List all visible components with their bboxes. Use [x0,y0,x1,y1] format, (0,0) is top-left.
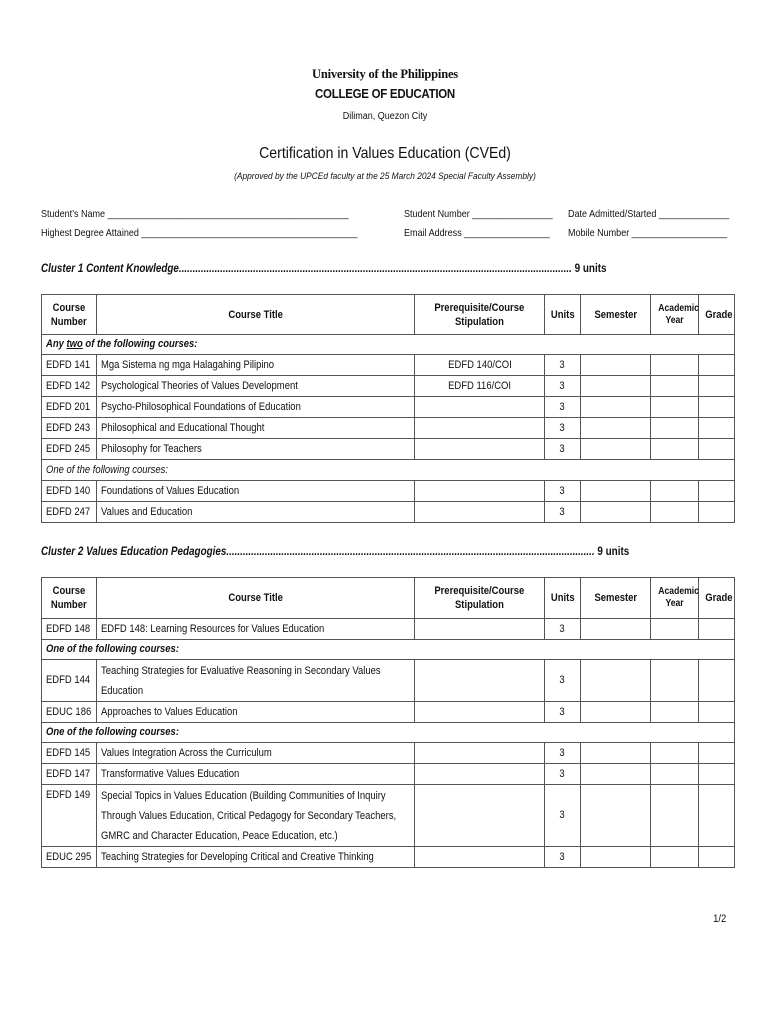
grade-cell[interactable] [699,397,735,418]
course-prereq [415,702,545,723]
university-name: University of the Philippines [312,67,458,81]
cluster-1-dots: ............................................................................................................................................... [178,263,572,275]
col-academic-year: Academic Year [651,295,699,335]
group-label: One of the following courses: [42,460,735,481]
semester-cell[interactable] [581,355,651,376]
course-units: 3 [545,355,581,376]
academic-year-cell[interactable] [651,702,699,723]
course-prereq [415,418,545,439]
course-title: Special Topics in Values Education (Building Communities of Inquiry Through Values Education, Critical Pedagogy for Secondary Teachers, GMRC and Character Education, Peace Education, etc.) [97,785,415,847]
course-title: Psycho-Philosophical Foundations of Education [97,397,415,418]
course-title: Approaches to Values Education [97,702,415,723]
course-prereq: EDFD 116/COI [415,376,545,397]
course-prereq [415,764,545,785]
table-row [42,376,735,397]
course-title: Transformative Values Education [97,764,415,785]
semester-cell[interactable] [581,743,651,764]
table-row [42,481,735,502]
col-course-title: Course Title [97,578,415,619]
grade-cell[interactable] [699,785,735,847]
course-title: Psychological Theories of Values Development [97,376,415,397]
grade-cell[interactable] [699,743,735,764]
course-number: EDFD 149 [42,785,97,847]
course-prereq [415,785,545,847]
course-number: EDFD 243 [42,418,97,439]
col-course-title: Course Title [97,295,415,335]
table-row [42,502,735,523]
grade-cell[interactable] [699,376,735,397]
col-units: Units [545,578,581,619]
page-number: 1/2 [713,913,727,925]
course-number: EDFD 141 [42,355,97,376]
course-units: 3 [545,743,581,764]
col-course-number: Course Number [42,295,97,335]
course-units: 3 [545,376,581,397]
academic-year-cell[interactable] [651,847,699,868]
academic-year-cell[interactable] [651,418,699,439]
course-title: Values and Education [97,502,415,523]
course-title: Foundations of Values Education [97,481,415,502]
group-label-row [42,460,735,481]
course-number: EDUC 186 [42,702,97,723]
document-title: Certification in Values Education (CVEd) [259,145,511,162]
group-label: Any two of the following courses: [42,335,735,355]
college-address: Diliman, Quezon City [342,111,428,122]
academic-year-cell[interactable] [651,785,699,847]
student-name-field[interactable]: Student’s Name ________________________________________________ [41,208,349,220]
college-name: COLLEGE OF EDUCATION [315,87,455,101]
semester-cell[interactable] [581,376,651,397]
course-prereq [415,660,545,702]
col-grade: Grade [699,578,735,619]
course-title: Philosophy for Teachers [97,439,415,460]
course-units: 3 [545,764,581,785]
course-title: EDFD 148: Learning Resources for Values Education [97,619,415,640]
table-row [42,397,735,418]
academic-year-cell[interactable] [651,743,699,764]
cluster-1-label: Cluster 1 Content Knowledge [41,263,179,275]
group-label-row [42,723,735,743]
grade-cell[interactable] [699,502,735,523]
grade-cell[interactable] [699,702,735,723]
academic-year-cell[interactable] [651,376,699,397]
course-number: EDUC 295 [42,847,97,868]
group-label: One of the following courses: [42,640,735,660]
col-semester: Semester [581,295,651,335]
semester-cell[interactable] [581,847,651,868]
table-row [42,660,735,702]
course-units: 3 [545,847,581,868]
email-field[interactable]: Email Address _________________ [404,227,550,239]
approval-note: (Approved by the UPCEd faculty at the 25 March 2024 Special Faculty Assembly) [234,171,536,182]
academic-year-cell[interactable] [651,481,699,502]
mobile-number-field[interactable]: Mobile Number ___________________ [568,227,728,239]
cluster-1-units: 9 units [574,263,607,275]
course-units: 3 [545,502,581,523]
col-grade: Grade [699,295,735,335]
academic-year-cell[interactable] [651,397,699,418]
course-prereq [415,502,545,523]
course-units: 3 [545,702,581,723]
table-row [42,439,735,460]
grade-cell[interactable] [699,619,735,640]
course-title: Teaching Strategies for Evaluative Reasoning in Secondary Values Education [97,660,415,702]
course-title: Philosophical and Educational Thought [97,418,415,439]
course-number: EDFD 245 [42,439,97,460]
table-row [42,702,735,723]
group-label-row [42,335,735,355]
cluster-2-table [41,577,735,868]
academic-year-cell[interactable] [651,619,699,640]
course-number: EDFD 140 [42,481,97,502]
course-number: EDFD 247 [42,502,97,523]
semester-cell[interactable] [581,619,651,640]
cluster-2-dots: ...................................................................................................................................... [226,546,595,558]
course-number: EDFD 142 [42,376,97,397]
course-units: 3 [545,785,581,847]
course-number: EDFD 147 [42,764,97,785]
course-prereq [415,397,545,418]
table-row [42,619,735,640]
col-units: Units [545,295,581,335]
semester-cell[interactable] [581,439,651,460]
table-row [42,743,735,764]
course-prereq [415,481,545,502]
semester-cell[interactable] [581,481,651,502]
course-number: EDFD 144 [42,660,97,702]
semester-cell[interactable] [581,785,651,847]
academic-year-cell[interactable] [651,660,699,702]
course-title: Teaching Strategies for Developing Critical and Creative Thinking [97,847,415,868]
course-number: EDFD 201 [42,397,97,418]
semester-cell[interactable] [581,702,651,723]
course-title: Mga Sistema ng mga Halagahing Pilipino [97,355,415,376]
col-course-number: Course Number [42,578,97,619]
cluster-1-heading [41,263,606,275]
course-number: EDFD 145 [42,743,97,764]
grade-cell[interactable] [699,481,735,502]
course-prereq [415,847,545,868]
table-row [42,847,735,868]
cluster-1-table [41,294,735,523]
col-academic-year: Academic Year [651,578,699,619]
semester-cell[interactable] [581,418,651,439]
group-label-row [42,640,735,660]
table-row [42,355,735,376]
semester-cell[interactable] [581,502,651,523]
grade-cell[interactable] [699,439,735,460]
table-header-row [42,578,735,619]
course-units: 3 [545,660,581,702]
group-label: One of the following courses: [42,723,735,743]
course-title: Values Integration Across the Curriculum [97,743,415,764]
academic-year-cell[interactable] [651,502,699,523]
highest-degree-field[interactable]: Highest Degree Attained ___________________________________________ [41,227,358,239]
col-semester: Semester [581,578,651,619]
course-prereq [415,743,545,764]
course-units: 3 [545,418,581,439]
semester-cell[interactable] [581,397,651,418]
table-header-row [42,295,735,335]
col-prereq: Prerequisite/Course Stipulation [415,578,545,619]
grade-cell[interactable] [699,764,735,785]
col-prereq: Prerequisite/Course Stipulation [415,295,545,335]
course-units: 3 [545,481,581,502]
academic-year-cell[interactable] [651,355,699,376]
course-units: 3 [545,439,581,460]
course-units: 3 [545,397,581,418]
student-number-field[interactable]: Student Number ________________ [404,208,553,220]
semester-cell[interactable] [581,764,651,785]
academic-year-cell[interactable] [651,439,699,460]
cluster-2-units: 9 units [597,546,630,558]
course-number: EDFD 148 [42,619,97,640]
course-prereq [415,619,545,640]
academic-year-cell[interactable] [651,764,699,785]
course-prereq [415,439,545,460]
grade-cell[interactable] [699,418,735,439]
cluster-2-label: Cluster 2 Values Education Pedagogies [41,546,227,558]
grade-cell[interactable] [699,847,735,868]
table-row [42,785,735,847]
cluster-2-heading [41,546,629,558]
course-prereq: EDFD 140/COI [415,355,545,376]
table-row [42,764,735,785]
semester-cell[interactable] [581,660,651,702]
grade-cell[interactable] [699,355,735,376]
table-row [42,418,735,439]
grade-cell[interactable] [699,660,735,702]
course-units: 3 [545,619,581,640]
date-admitted-field[interactable]: Date Admitted/Started ______________ [568,208,730,220]
